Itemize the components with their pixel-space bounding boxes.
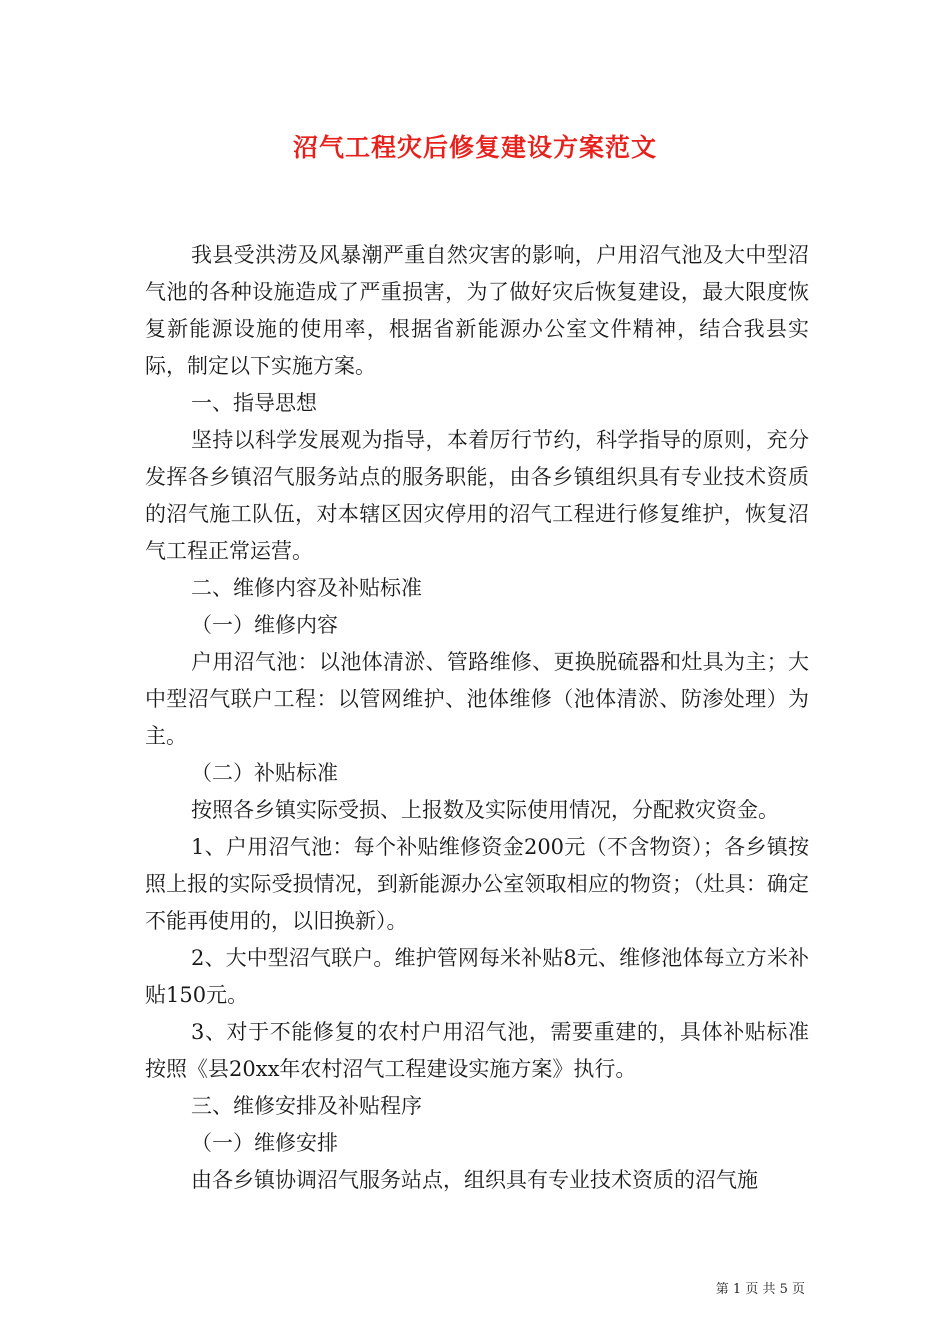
subsection-heading: （一）维修内容 (191, 613, 338, 637)
subsection-heading: （一）维修安排 (191, 1131, 338, 1155)
section-heading: 二、维修内容及补贴标准 (191, 576, 422, 600)
document-title: 沼气工程灾后修复建设方案范文 (292, 133, 657, 162)
list-item: 2、大中型沼气联户。维护管网每米补贴8元、维修池体每立方米补贴150元。 (145, 946, 809, 1007)
paragraph: 坚持以科学发展观为指导，本着厉行节约，科学指导的原则，充分发挥各乡镇沼气服务站点的服务职能，由各乡镇组织具有专业技术资质的沼气施工队伍，对本辖区因灾停用的沼气工程进行修复维护，恢复沼气工程正常运营。 (145, 428, 809, 563)
list-item: 3、对于不能修复的农村户用沼气池，需要重建的，具体补贴标准按照《县20xx年农村沼气工程建设实施方案》执行。 (145, 1020, 809, 1081)
paragraph: 我县受洪涝及风暴潮严重自然灾害的影响，户用沼气池及大中型沼气池的各种设施造成了严重损害，为了做好灾后恢复建设，最大限度恢复新能源设施的使用率，根据省新能源办公室文件精神，结合我县实际，制定以下实施方案。 (145, 243, 809, 378)
page-number: 第 1 页 共 5 页 (715, 1282, 805, 1297)
list-item: 1、户用沼气池：每个补贴维修资金200元（不含物资）；各乡镇按照上报的实际受损情况，到新能源办公室领取相应的物资；（灶具：确定不能再使用的，以旧换新）。 (145, 835, 809, 933)
document-body (145, 237, 809, 1199)
paragraph: 由各乡镇协调沼气服务站点，组织具有专业技术资质的沼气施 (191, 1168, 758, 1192)
section-heading: 一、指导思想 (191, 391, 317, 415)
paragraph: 户用沼气池：以池体清淤、管路维修、更换脱硫器和灶具为主；大中型沼气联户工程：以管网维护、池体维修（池体清淤、防渗处理）为主。 (145, 650, 809, 748)
section-heading: 三、维修安排及补贴程序 (191, 1094, 422, 1118)
paragraph: 按照各乡镇实际受损、上报数及实际使用情况，分配救灾资金。 (191, 798, 779, 822)
subsection-heading: （二）补贴标准 (191, 761, 338, 785)
